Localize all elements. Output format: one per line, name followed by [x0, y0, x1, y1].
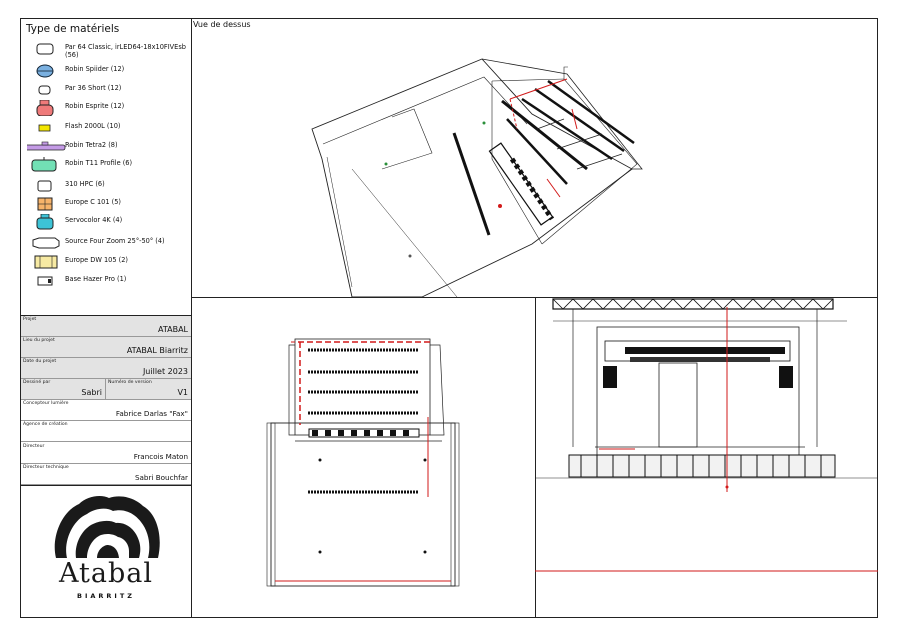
legend-item [21, 120, 191, 138]
projet-label: Projet [23, 317, 37, 322]
agence-row [21, 421, 191, 442]
title-block [21, 19, 192, 617]
concepteur-value: Fabrice Darlas "Fax" [115, 409, 188, 418]
dessine-value: Sabri [81, 388, 102, 397]
legend-label: Robin Spiider (12) [65, 65, 125, 73]
legend-item [21, 139, 191, 157]
legend-title: Type de matériels [26, 23, 120, 35]
robin-t11-icon [27, 157, 67, 173]
project-info [21, 315, 191, 486]
front-view-panel [192, 297, 536, 617]
legend-item [21, 235, 191, 253]
atabal-logo-mark-icon [21, 486, 191, 566]
legend-item [21, 63, 191, 81]
legend-item [21, 273, 191, 291]
legend-label: Robin Esprite (12) [65, 102, 125, 110]
logo-name: Atabal [59, 558, 153, 589]
par36-icon [27, 82, 67, 98]
legend-label: Source Four Zoom 25°-50° (4) [65, 237, 165, 245]
servocolor-icon [27, 214, 67, 230]
date-row [21, 358, 191, 379]
legend-item [21, 100, 191, 118]
legend-label: Par 64 Classic, irLED64-18x10FIVEsb (56) [65, 43, 186, 59]
legend-item [21, 178, 191, 196]
projet-value: ATABAL [157, 325, 188, 334]
hpc310-icon [27, 178, 67, 194]
europe-c101-icon [27, 196, 67, 212]
dirtech-label: Directeur technique [23, 465, 69, 470]
front-view-drawing [192, 297, 535, 617]
directeur-label: Directeur [23, 444, 45, 449]
version-value: V1 [177, 388, 188, 397]
legend-item [21, 214, 191, 232]
lieu-row [21, 337, 191, 358]
date-value: Juillet 2023 [142, 367, 188, 376]
legend-label: Par 36 Short (12) [65, 84, 122, 92]
lieu-value: ATABAL Biarritz [126, 346, 188, 355]
legend-label: Servocolor 4K (4) [65, 216, 123, 224]
concepteur-label: Concepteur lumière [23, 401, 69, 406]
source-four-icon [27, 235, 67, 251]
directeur-row [21, 443, 191, 464]
legend-label: Europe C 101 (5) [65, 198, 122, 206]
legend-item [21, 82, 191, 100]
robin-tetra2-icon [27, 139, 67, 155]
atabal-logo [21, 485, 191, 618]
legend-label: Europe DW 105 (2) [65, 256, 128, 264]
legend-label: Flash 2000L (10) [65, 122, 121, 130]
par64-icon [27, 41, 67, 57]
logo-city: BIARRITZ [77, 592, 135, 600]
europe-dw105-icon [27, 254, 67, 270]
equipment-legend [21, 19, 191, 315]
legend-item [21, 41, 191, 59]
legend-item [21, 157, 191, 175]
dessine-cell [21, 379, 106, 399]
projet-row [21, 316, 191, 337]
concepteur-row [21, 400, 191, 421]
agence-label: Agence de création [23, 422, 68, 427]
legend-label: 310 HPC (6) [65, 180, 105, 188]
date-label: Date du projet [23, 359, 57, 364]
top-view-title: Vue de dessus [193, 20, 251, 29]
top-view-drawing [192, 19, 878, 297]
legend-item [21, 196, 191, 214]
hazer-icon [27, 273, 67, 289]
legend-label: Robin Tetra2 (8) [65, 141, 118, 149]
robin-esprite-icon [27, 100, 67, 116]
legend-label: Robin T11 Profile (6) [65, 159, 133, 167]
legend-label: Base Hazer Pro (1) [65, 275, 127, 283]
author-version-row [21, 379, 191, 400]
drawing-sheet [20, 18, 878, 618]
robin-spiider-icon [27, 63, 67, 79]
lieu-label: Lieu du projet [23, 338, 55, 343]
dirtech-value: Sabri Bouchfar [134, 473, 188, 482]
top-view-panel [192, 19, 878, 298]
side-view-drawing [535, 297, 878, 617]
version-cell [106, 379, 191, 399]
flash-icon [27, 120, 67, 136]
directeur-value: Francois Maton [133, 452, 188, 461]
side-view-panel [535, 297, 878, 617]
legend-item [21, 254, 191, 272]
dirtech-row [21, 464, 191, 485]
dessine-label: Dessiné par [23, 380, 51, 385]
version-label: Numéro de version [108, 380, 152, 385]
